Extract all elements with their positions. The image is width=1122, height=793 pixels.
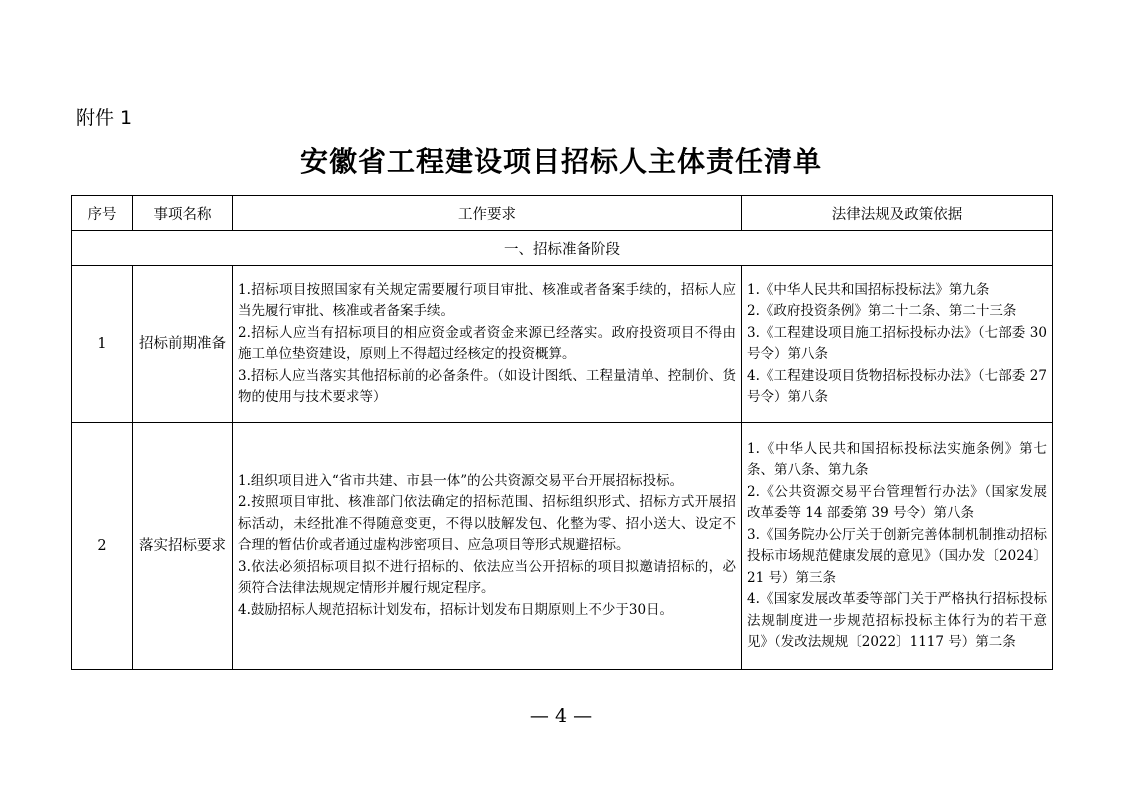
row-legal-basis	[742, 266, 1053, 423]
requirement-item: 2.招标人应当有招标项目的相应资金或者资金来源已经落实。政府投资项目不得由施工单位垫资建设，原则上不得超过经核定的投资概算。	[238, 324, 736, 362]
law-item: 1.《中华人民共和国招标投标法》第九条	[747, 281, 990, 298]
law-item: 1.《中华人民共和国招标投标法实施条例》第七条、第八条、第九条	[747, 440, 1047, 478]
requirement-item: 1.招标项目按照国家有关规定需要履行项目审批、核准或者备案手续的，招标人应当先履行审批、核准或者备案手续。	[238, 281, 736, 319]
row-legal-basis	[742, 423, 1053, 670]
law-item: 4.《国家发展改革委等部门关于严格执行招标投标法规制度进一步规范招标投标主体行为的若干意见》（发改法规规〔2022〕1117 号）第二条	[747, 591, 1047, 650]
law-item: 4.《工程建设项目货物招标投标办法》（七部委 27 号令）第八条	[747, 367, 1047, 405]
table-row	[72, 266, 1053, 423]
document-title: 安徽省工程建设项目招标人主体责任清单	[299, 145, 822, 178]
requirement-item: 3.依法必须招标项目拟不进行招标的、依法应当公开招标的项目拟邀请招标的，必须符合法律法规规定情形并履行规定程序。	[238, 558, 736, 597]
header-item-name: 事项名称	[133, 196, 233, 231]
requirement-item: 3.招标人应当落实其他招标前的必备条件。（如设计图纸、工程量清单、控制价、货物的使用与技术要求等）	[238, 367, 736, 405]
row-index: 1	[72, 266, 133, 423]
header-legal-basis: 法律法规及政策依据	[742, 196, 1053, 231]
requirement-item: 4.鼓励招标人规范招标计划发布，招标计划发布日期原则上不少于30日。	[238, 601, 674, 618]
section-title: 一、招标准备阶段	[72, 231, 1053, 266]
law-item: 2.《公共资源交易平台管理暂行办法》（国家发展改革委等 14 部委第 39 号令）第八条	[747, 483, 1047, 521]
row-requirements	[233, 423, 742, 670]
law-item: 2.《政府投资条例》第二十二条、第二十三条	[747, 303, 1017, 319]
header-requirements: 工作要求	[233, 196, 742, 231]
law-item: 3.《国务院办公厅关于创新完善体制机制推动招标投标市场规范健康发展的意见》（国办发〔2024〕21 号）第三条	[747, 526, 1047, 586]
requirement-item: 2.按照项目审批、核准部门依法确定的招标范围、招标组织形式、招标方式开展招标活动，未经批准不得随意变更，不得以肢解发包、化整为零、招小送大、设定不合理的暂估价或者通过虚构涉密项目、应急项目等形式规避招标。	[238, 494, 736, 554]
table-row	[72, 423, 1053, 670]
row-item-name: 招标前期准备	[133, 266, 233, 423]
attachment-label: 附件 1	[76, 107, 133, 129]
row-index: 2	[72, 423, 133, 670]
requirement-item: 1.组织项目进入“省市共建、市县一体”的公共资源交易平台开展招标投标。	[238, 472, 684, 489]
page-number: — 4 —	[529, 705, 593, 727]
section-row	[72, 231, 1053, 266]
header-index: 序号	[72, 196, 133, 231]
row-requirements	[233, 266, 742, 423]
row-item-name: 落实招标要求	[133, 423, 233, 670]
law-item: 3.《工程建设项目施工招标投标办法》（七部委 30 号令）第八条	[747, 324, 1047, 362]
table-header-row	[72, 196, 1053, 231]
responsibility-table	[71, 195, 1053, 670]
